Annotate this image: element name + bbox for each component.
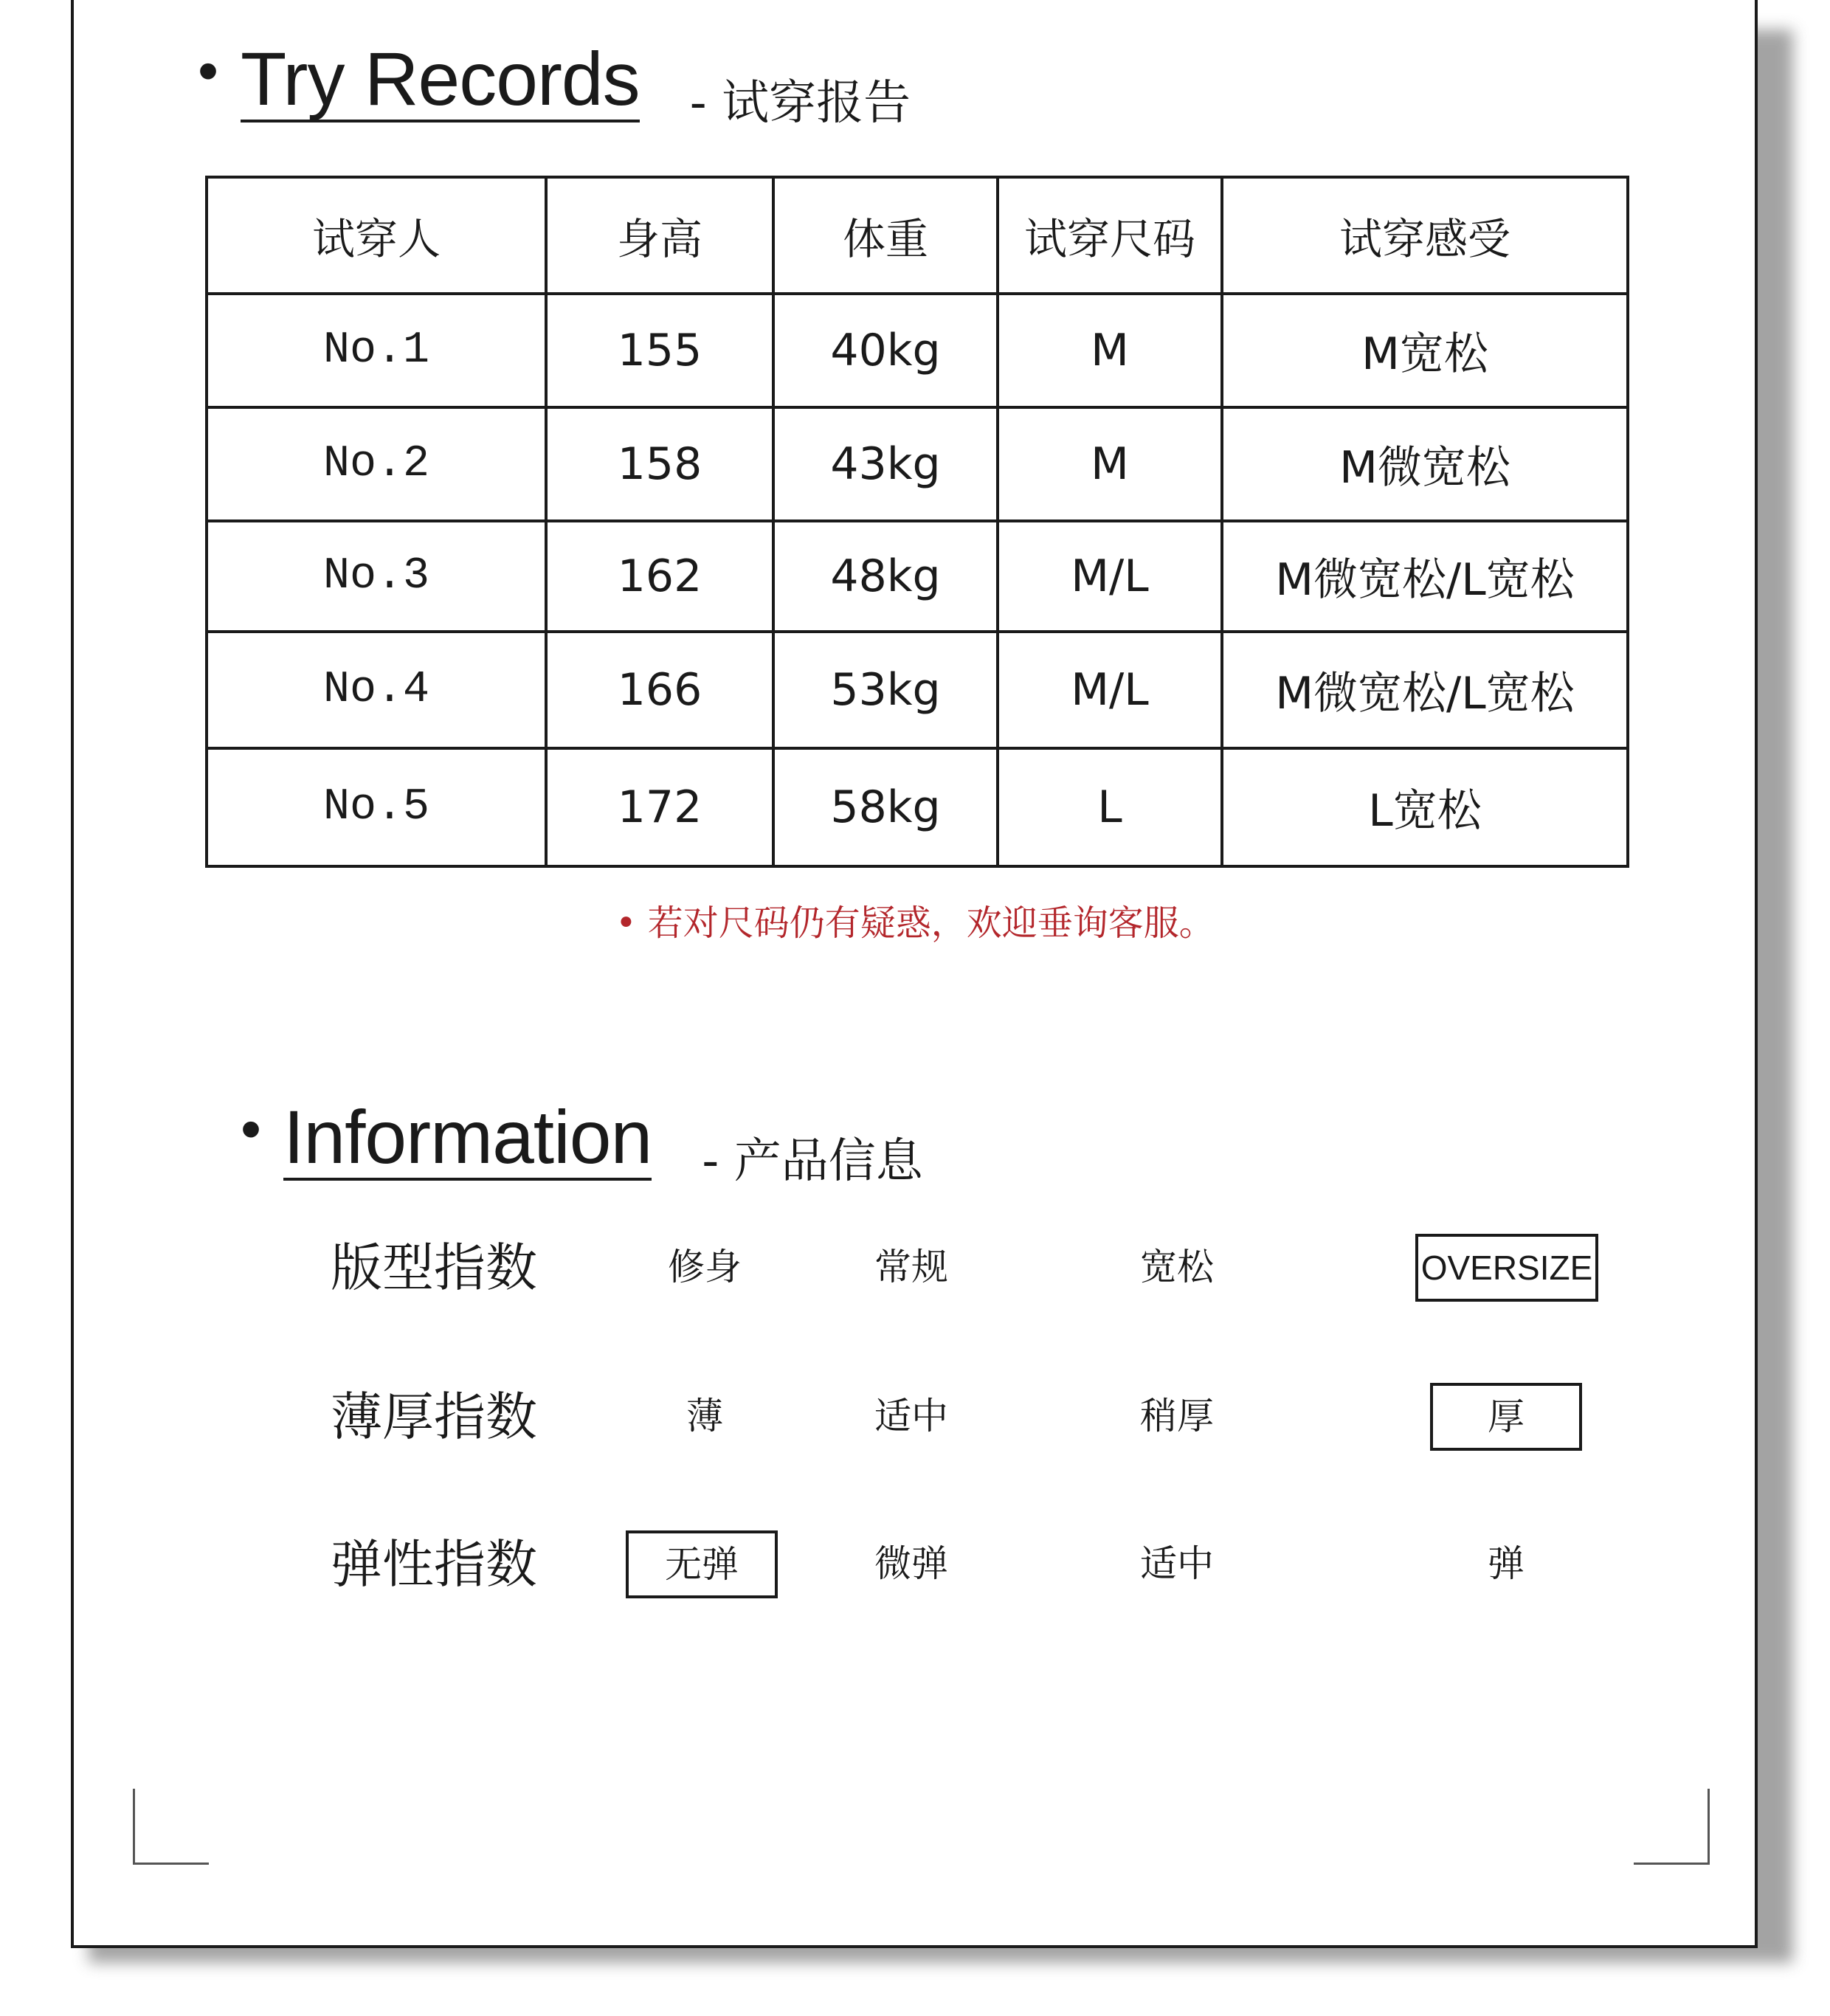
corner-bracket-right bbox=[1634, 1789, 1710, 1865]
table-row bbox=[207, 294, 1628, 407]
cell-height: 172 bbox=[546, 748, 773, 866]
cell-feeling: M微宽松/L宽松 bbox=[1222, 632, 1628, 748]
table-row bbox=[207, 521, 1628, 632]
information-title-en: Information bbox=[283, 1095, 652, 1179]
cell-size: L bbox=[998, 748, 1222, 866]
thickness-index-label: 薄厚指数 bbox=[331, 1387, 537, 1447]
cell-feeling: M微宽松/L宽松 bbox=[1222, 521, 1628, 632]
cell-weight: 53kg bbox=[773, 632, 998, 748]
table-header-row bbox=[207, 177, 1628, 294]
size-help-note: • 若对尺码仍有疑惑，欢迎垂询客服。 bbox=[615, 902, 1215, 944]
cell-tester: No.3 bbox=[207, 521, 546, 632]
cell-height: 166 bbox=[546, 632, 773, 748]
header-weight: 体重 bbox=[773, 177, 998, 294]
header-size: 试穿尺码 bbox=[998, 177, 1222, 294]
cell-size: M bbox=[998, 407, 1222, 521]
elasticity-index-row bbox=[0, 1520, 1830, 1609]
cell-feeling: L宽松 bbox=[1222, 748, 1628, 866]
records-section-title bbox=[198, 37, 911, 131]
cell-tester: No.5 bbox=[207, 748, 546, 866]
fit-option-regular: 常规 bbox=[874, 1246, 948, 1288]
cell-size: M/L bbox=[998, 632, 1222, 748]
thickness-option-thick-selected: 厚 bbox=[1430, 1383, 1582, 1451]
fit-option-oversize-selected: OVERSIZE bbox=[1415, 1234, 1598, 1302]
fit-option-loose: 宽松 bbox=[1140, 1246, 1214, 1288]
fit-option-slim: 修身 bbox=[668, 1246, 742, 1288]
cell-size: M/L bbox=[998, 521, 1222, 632]
cell-size: M bbox=[998, 294, 1222, 407]
elasticity-option-none-selected: 无弹 bbox=[626, 1530, 778, 1598]
elasticity-option-elastic: 弹 bbox=[1488, 1542, 1525, 1585]
elasticity-option-medium: 适中 bbox=[1140, 1542, 1214, 1585]
cell-tester: No.2 bbox=[207, 407, 546, 521]
thickness-index-row bbox=[0, 1373, 1830, 1461]
table-row bbox=[207, 632, 1628, 748]
cell-tester: No.1 bbox=[207, 294, 546, 407]
cell-tester: No.4 bbox=[207, 632, 546, 748]
elasticity-option-slight: 微弹 bbox=[874, 1542, 948, 1585]
cell-weight: 58kg bbox=[773, 748, 998, 866]
header-height: 身高 bbox=[546, 177, 773, 294]
cell-height: 162 bbox=[546, 521, 773, 632]
cell-weight: 40kg bbox=[773, 294, 998, 407]
thickness-option-medium: 适中 bbox=[874, 1395, 948, 1437]
information-section-title bbox=[241, 1095, 923, 1189]
table-row bbox=[207, 748, 1628, 866]
table-row bbox=[207, 407, 1628, 521]
header-tester: 试穿人 bbox=[207, 177, 546, 294]
thickness-option-thin: 薄 bbox=[686, 1395, 723, 1437]
fit-index-row bbox=[0, 1223, 1830, 1312]
cell-feeling: M微宽松 bbox=[1222, 407, 1628, 521]
records-title-en: Try Records bbox=[241, 37, 640, 121]
bullet-icon: • bbox=[198, 38, 219, 103]
cell-feeling: M宽松 bbox=[1222, 294, 1628, 407]
cell-weight: 48kg bbox=[773, 521, 998, 632]
elasticity-index-label: 弹性指数 bbox=[331, 1534, 537, 1595]
cell-weight: 43kg bbox=[773, 407, 998, 521]
corner-bracket-left bbox=[133, 1789, 209, 1865]
try-records-table bbox=[205, 176, 1629, 868]
thickness-option-slightly-thick: 稍厚 bbox=[1140, 1395, 1214, 1437]
fit-index-label: 版型指数 bbox=[331, 1237, 537, 1298]
records-title-cn: - 试穿报告 bbox=[689, 76, 911, 131]
cell-height: 158 bbox=[546, 407, 773, 521]
bullet-icon: • bbox=[241, 1096, 262, 1161]
cell-height: 155 bbox=[546, 294, 773, 407]
header-feeling: 试穿感受 bbox=[1222, 177, 1628, 294]
information-title-cn: - 产品信息 bbox=[702, 1134, 923, 1189]
